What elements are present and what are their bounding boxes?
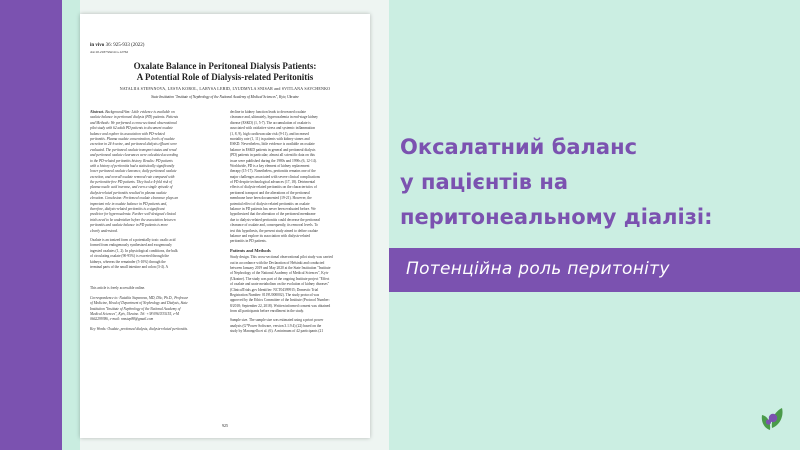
- paper-text-line: and peritoneal oxalate clearances were calculated according: [90, 153, 178, 158]
- paper-affiliation: State Institution "Institute of Nephrology of the National Academy of Medical Sciences", Kyiv, Ukraine: [151, 95, 299, 99]
- paper-title-line: Oxalate Balance in Peritoneal Dialysis Patients:: [133, 61, 317, 71]
- paper-journal-ref: [90, 43, 144, 49]
- paper-text-line: oxalate balance in peritoneal dialysis (PD) patients. Patients: [90, 115, 179, 120]
- paper-text-line: issue were published during the 1980s and 1990s (6, 12-14).: [230, 158, 317, 163]
- paper-text-line: of circulating oxalate (90-95%) is excreted through the: [90, 254, 169, 259]
- paper-text-line: therefore, dialysis-related peritonitis is a significant: [90, 207, 165, 212]
- heading-line-1: Оксалатний баланс: [400, 135, 638, 159]
- paper-text-line: Correspondence to: Nataliia Stepanova, MD, DSc, Ph.D., Professor: [90, 295, 189, 300]
- paper-text-line: Study design. This cross-sectional observational pilot study was carried: [230, 255, 333, 260]
- paper-authors: NATALIIA STEPANOVA, LESYA KOROL, LARYSA LEBID, LYUDMYLA SNISAR and SVITLANA SAVCHENKO: [119, 86, 331, 91]
- paper-text-line: membrane have been documented (19-21). However, the: [230, 196, 312, 201]
- paper-text-line: plasma oxalic acid increase, and even a single episode of: [90, 185, 173, 190]
- paper-text-line: clearance and, ultimately, hyperoxalemia in end-stage kidney: [230, 115, 318, 120]
- paper-text-line: excretion, and overall oxalate removal rate compared with: [90, 174, 175, 179]
- paper-abstract-body: [90, 115, 220, 234]
- paper-text-line: of Medicine, Head of Department of Nephrology and Dialysis, State: [90, 301, 188, 306]
- paper-text-line: balance and explore its association with dialysis-related: [230, 233, 311, 238]
- paper-text-line: important role in oxalate balance in PD patients and,: [90, 201, 168, 206]
- paper-text-line: and Methods: We performed a cross-sectional observational: [90, 120, 177, 125]
- paper-text-line: potential effect of dialysis-related peritonitis on oxalate: [230, 201, 310, 206]
- paper-correspondence: [90, 296, 220, 323]
- paper-text-line: Medical Sciences", Kyiv, Ukraine. Tel: +38 0963335155, e-M: [90, 311, 179, 316]
- paper-text-line: 0662299386, e-mail: nmstep88@gmail.com: [90, 317, 154, 322]
- paper-text-line: major challenges associated with severe clinical complications: [230, 174, 321, 179]
- paper-text-line: from all participants before enrollment in the study.: [230, 309, 305, 314]
- paper-text-line: peritonitis in PD patients.: [230, 239, 267, 244]
- heading-line-3: перитонеальному діалізі:: [400, 205, 713, 229]
- paper-study-design: [230, 255, 360, 314]
- paper-text-line: due to dialysis-related peritonitis could decrease the peritoneal: [230, 217, 320, 222]
- paper-text-line: ESKD. Nevertheless, little evidence is available on oxalate: [230, 142, 315, 147]
- paper-text-line: pilot study with 62 adult PD patients to document oxalate: [90, 126, 173, 131]
- mint-strip: [62, 0, 80, 450]
- paper-text-line: of PD despite technological advances (17, 18). Detrimental: [230, 180, 316, 185]
- paper-text-line: formed from endogenously synthesized and exogenously: [90, 243, 172, 248]
- paper-text-line: elevation. Conclusion: Peritoneal oxalate clearance plays an: [90, 196, 179, 201]
- paper-text-line: Worldwide, PD is a key element of kidney replacement: [230, 163, 310, 168]
- paper-text-line: hypothesized that the alteration of the peritoneal membrane: [230, 212, 316, 217]
- paper-text-line: Registration Number: 0119U000002). The study protocol was: [230, 292, 320, 297]
- paper-keywords: Key Words: Oxalate, peritoneal dialysis, dialysis-related peritonitis.: [90, 326, 188, 331]
- paper-text-line: 8/2018; September 22, 2018). Written informed consent was obtained: [230, 303, 331, 308]
- paper-text-line: peritonitis. Plasma oxalate concentration, levels of oxalate: [90, 136, 175, 141]
- paper-text-line: mortality rate (1, 11) in patients with kidney stones and: [230, 136, 310, 141]
- paper-text-line: with a history of peritonitis had a statistically significantly: [90, 163, 175, 168]
- paper-journal-name: in vivo: [90, 43, 105, 48]
- paper-methods-heading: Patients and Methods: [230, 247, 271, 253]
- paper-text-line: of oxalate and urate metabolism on the evolution of kidney diseases": [230, 282, 330, 287]
- paper-right-body: [230, 110, 360, 245]
- subtitle-banner-text: Потенційна роль перитоніту: [406, 259, 670, 279]
- paper-text-line: effects of dialysis-related peritonitis on the characteristics of: [230, 185, 317, 190]
- left-accent-strip: [0, 0, 62, 450]
- paper-text-line: Institution "Institute of Nephrology of the National Academy of: [90, 306, 181, 311]
- paper-text-line: peritonitis and oxalate balance in PD patients is more: [90, 223, 168, 228]
- paper-text-line: Sample size. The sample size was estimated using a priori power: [230, 318, 324, 323]
- paper-text-line: excretion in 24-h urine, and peritoneal dialysis effluent were: [90, 142, 178, 147]
- paper-text-line: (ClinicalTrials.gov Identifier: NCT04399915; Domestic Trial: [230, 287, 319, 292]
- paper-intro-body: [90, 238, 220, 270]
- paper-text-line: kidneys, whereas the remainder (5-10%) through the: [90, 259, 166, 264]
- paper-journal-volume: 36: 925-933 (2022): [105, 43, 145, 48]
- paper-text-line: dialysis-related peritonitis resulted in plasma oxalate: [90, 190, 167, 195]
- paper-text-line: decline in kidney function leads to decreased oxalate: [230, 110, 306, 114]
- paper-text-line: therapy (15-17). Nonetheless, peritonitis remains one of the: [230, 169, 316, 174]
- paper-text-line: between January 2019 and May 2020 at the State Institution "Institute: [230, 265, 331, 270]
- paper-text-line: peritoneal transport and the alterations of the peritoneal: [230, 190, 310, 195]
- paper-text-line: balance in ESKD patients in general and peritoneal dialysis: [230, 147, 316, 152]
- paper-title-line: A Potential Role of Dialysis-related Peritonitis: [136, 72, 314, 82]
- paper-text-line: predictor for hyperoxalemia. Further well-designed clinical: [90, 212, 176, 217]
- paper-text-line: terminal parts of the small intestine and colon (3-4). A: [90, 264, 169, 269]
- paper-text-line: (PD) patients in particular; almost all scientific data on this: [230, 153, 315, 158]
- paper-text-line: trials need to be undertaken before the association between: [90, 217, 176, 222]
- paper-right-column: [230, 110, 360, 335]
- leaf-logo-icon: [756, 402, 788, 434]
- paper-title: [80, 61, 370, 83]
- paper-left-column: [90, 110, 220, 332]
- paper-abstract-line: Background/Aim: Little evidence is available on: [105, 110, 175, 114]
- paper-text-line: evaluated. The peritoneal oxalate transport status and renal: [90, 147, 177, 152]
- paper-text-line: lower peritoneal oxalate clearance, daily peritoneal oxalate: [90, 169, 177, 174]
- paper-text-line: test this hypothesis, the present study aimed to define oxalate: [230, 228, 319, 233]
- paper-abstract-label: Abstract.: [90, 110, 105, 114]
- paper-text-line: to the PD-related peritonitis history. Results: PD patients: [90, 158, 173, 163]
- paper-page: [80, 14, 370, 438]
- paper-text-line: clearance of oxalate and, consequently, its removal levels. To: [230, 223, 318, 228]
- paper-text-line: (1, 8, 9), high cardiovascular risk (9-11), and increased: [230, 131, 309, 136]
- paper-text-line: study by Marangella et al. (6). A minimum of 42 participants (21: [230, 329, 324, 334]
- paper-text-line: approved by the Ethics Committee of the Institute (Protocol Number:: [230, 298, 330, 303]
- paper-text-line: ingested oxalates (1, 2). In physiological conditions, the bulk: [90, 248, 178, 253]
- heading-line-2: у пацієнтів на: [400, 170, 569, 194]
- paper-sample-size: [230, 318, 360, 334]
- paper-text-line: of Nephrology of the National Academy of Medical Sciences", Kyiv: [230, 271, 329, 276]
- paper-text-line: out in accordance with the Declaration of Helsinki and conducted: [230, 260, 325, 265]
- paper-text-line: clearly understood.: [90, 228, 118, 233]
- slide-heading: [400, 130, 780, 235]
- paper-doi: doi:10.21873/invivo.12762: [90, 50, 129, 54]
- paper-text-line: Oxalate is an ionized form of a potentially toxic oxalic acid: [90, 237, 176, 242]
- paper-text-line: disease (ESKD) (1, 5-7). The accumulation of oxalate is: [230, 120, 311, 125]
- paper-text-line: the peritonitis-free PD patients. They had a 4-fold risk of: [90, 180, 172, 185]
- paper-text-line: analysis (G*Power Software, version 3.1.9.4) (22) based on the: [230, 323, 322, 328]
- paper-text-line: balance in PD patients has never been evaluated before. We: [230, 207, 316, 212]
- paper-text-line: associated with oxidative stress and systemic inflammation: [230, 126, 316, 131]
- paper-text-line: (Ukraine). The study was part of the ongoing Institute project "Effect: [230, 276, 330, 281]
- paper-page-number: 925: [222, 423, 228, 428]
- paper-open-access-note: This article is freely accessible online.: [90, 286, 146, 291]
- paper-text-line: balance and explore its association with PD-related: [90, 131, 165, 136]
